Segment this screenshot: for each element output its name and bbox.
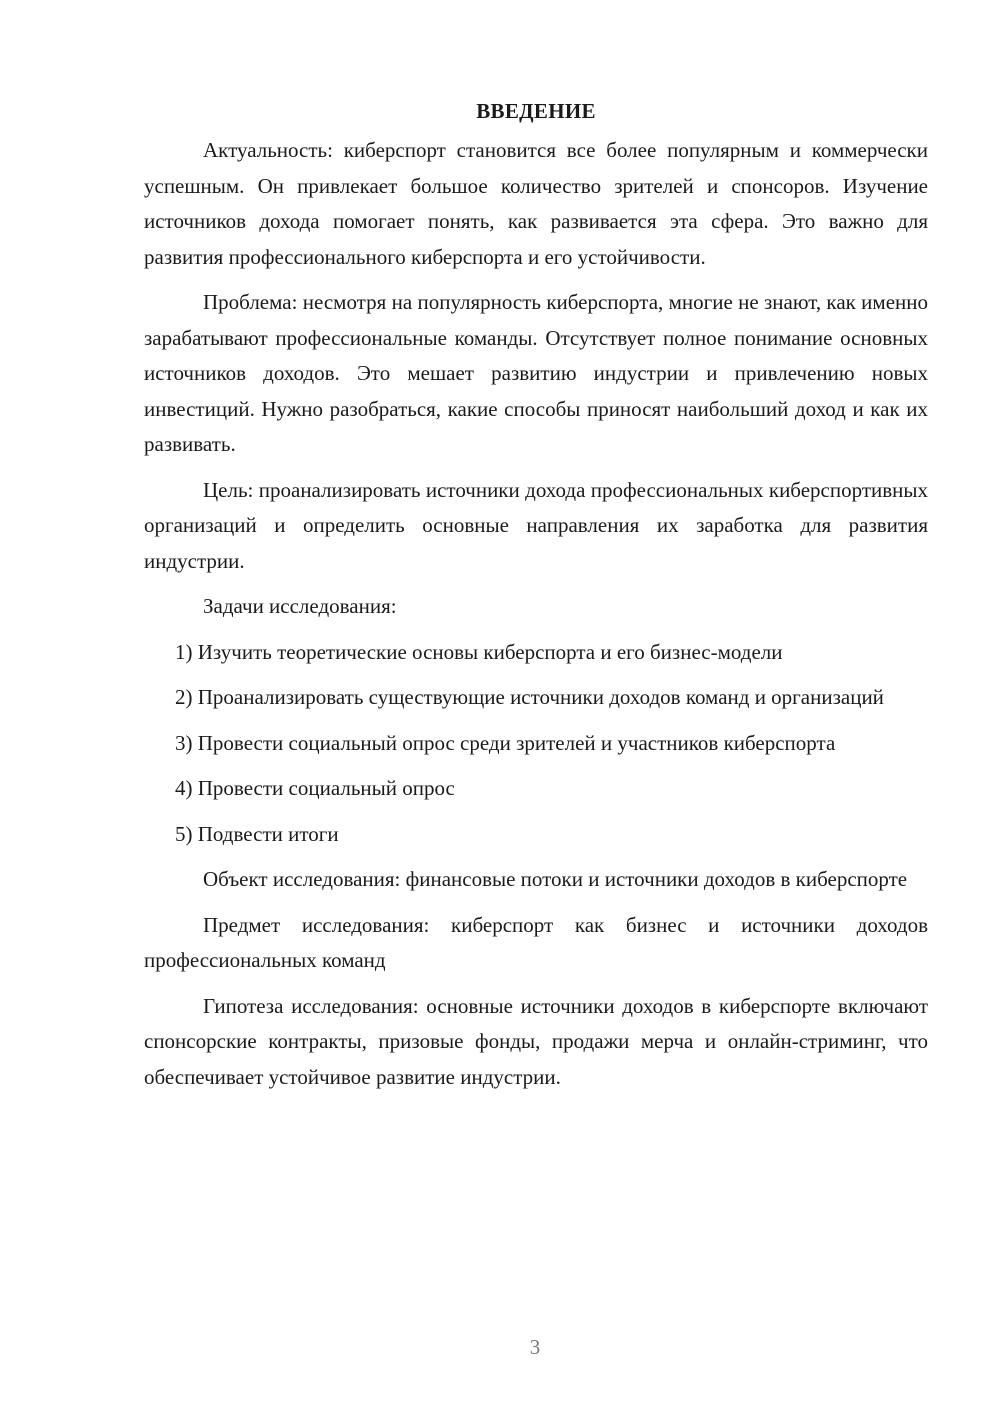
hypothesis-paragraph: Гипотеза исследования: основные источники доходов в киберспорте включают спонсорские контракты, призовые фонды, продажи мерча и онлайн-стриминг, что обеспечивает устойчивое развитие индустрии. — [144, 993, 928, 1089]
page-number: 3 — [529, 1335, 541, 1359]
object-paragraph: Объект исследования: финансовые потоки и источники доходов в киберспорте — [203, 867, 908, 891]
section-heading: ВВЕДЕНИЕ — [476, 99, 596, 123]
task-item-4: 4) Провести социальный опрос — [175, 776, 455, 800]
task-item-1: 1) Изучить теоретические основы киберспорта и его бизнес-модели — [175, 639, 783, 664]
problem-paragraph: Проблема: несмотря на популярность киберспорта, многие не знают, как именно зарабатывают профессиональные команды. Отсутствует полное понимание основных источников доходов. Это мешает развитию индустрии и привлечению новых инвестиций. Нужно разобраться, какие способы приносят наибольший доход и как их развивать. — [144, 290, 928, 456]
goal-paragraph: Цель: проанализировать источники дохода профессиональных киберспортивных организаций и определить основные направления их заработка для развития индустрии. — [144, 477, 928, 573]
task-item-5: 5) Подвести итоги — [175, 821, 339, 846]
document-page — [144, 94, 928, 1105]
relevance-paragraph: Актуальность: киберспорт становится все более популярным и коммерчески успешным. Он привлекает большое количество зрителей и спонсоров. Изучение источников дохода помогает понять, как развивается эта сфера. Это важно для развития профессионального киберспорта и его устойчивости. — [144, 138, 928, 269]
task-item-3: 3) Провести социальный опрос среди зрителей и участников киберспорта — [175, 730, 836, 755]
task-item-2: 2) Проанализировать существующие источники доходов команд и организаций — [175, 685, 884, 709]
subject-paragraph: Предмет исследования: киберспорт как бизнес и источники доходов профессиональных команд — [144, 912, 928, 972]
tasks-heading: Задачи исследования: — [203, 594, 397, 618]
